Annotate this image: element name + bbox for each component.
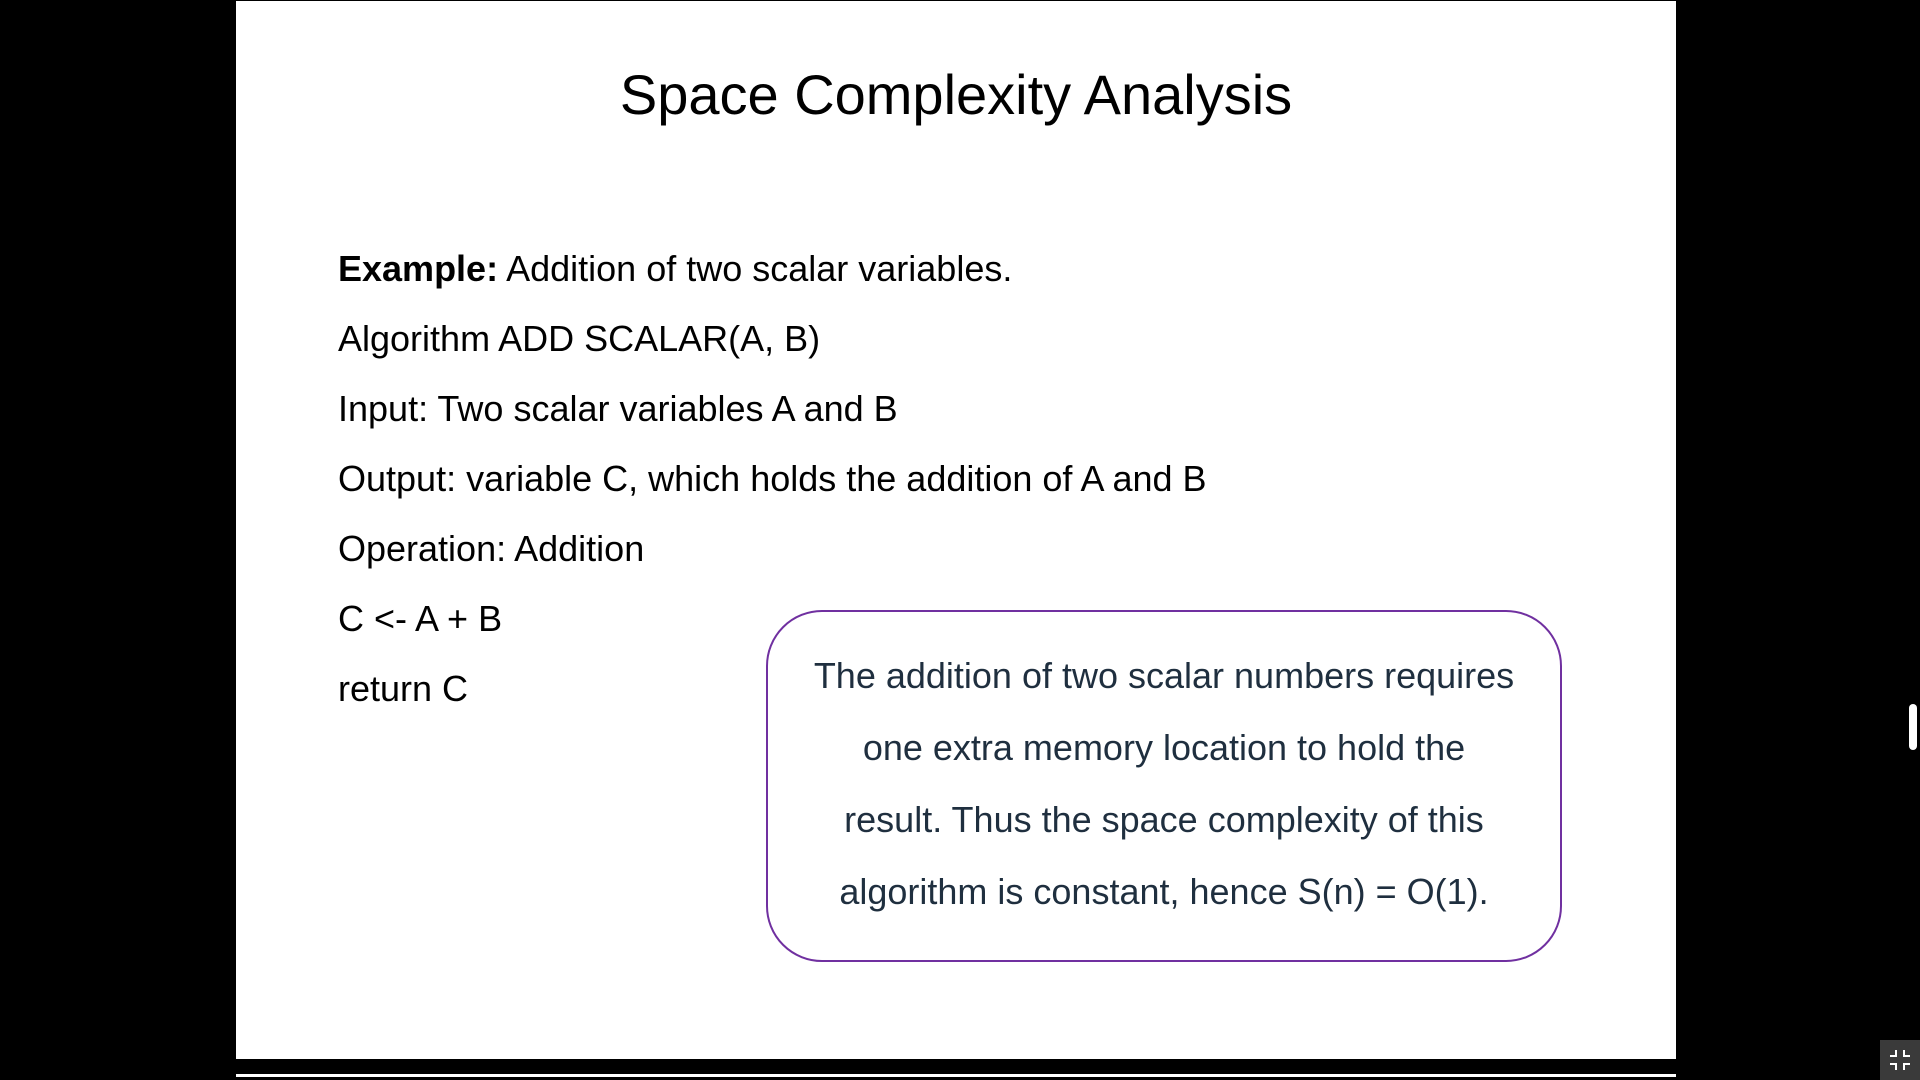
- exit-fullscreen-button[interactable]: [1880, 1040, 1920, 1080]
- callout-line: one extra memory location to hold the: [862, 727, 1466, 768]
- example-label: Example:: [338, 248, 499, 289]
- callout-box: [766, 610, 1562, 962]
- example-text: Addition of two scalar variables.: [498, 248, 1013, 289]
- exit-fullscreen-icon: [1888, 1048, 1912, 1072]
- input-line: Input: Two scalar variables A and B: [338, 388, 898, 429]
- callout-line: The addition of two scalar numbers requires: [813, 655, 1515, 696]
- slide-title: Space Complexity Analysis: [619, 63, 1293, 126]
- assignment-line: C <- A + B: [338, 598, 503, 639]
- slide-bottom-edge: [236, 1074, 1676, 1077]
- algorithm-line: Algorithm ADD SCALAR(A, B): [338, 318, 821, 359]
- output-line: Output: variable C, which holds the addition of A and B: [338, 458, 1207, 499]
- callout-line: algorithm is constant, hence S(n) = O(1).: [839, 871, 1489, 912]
- vertical-scrollbar[interactable]: [1909, 704, 1917, 750]
- example-line: [338, 234, 1538, 304]
- callout-line: result. Thus the space complexity of this: [844, 799, 1484, 840]
- return-line: return C: [338, 668, 469, 709]
- operation-line: Operation: Addition: [338, 528, 645, 569]
- slide: [236, 1, 1676, 1059]
